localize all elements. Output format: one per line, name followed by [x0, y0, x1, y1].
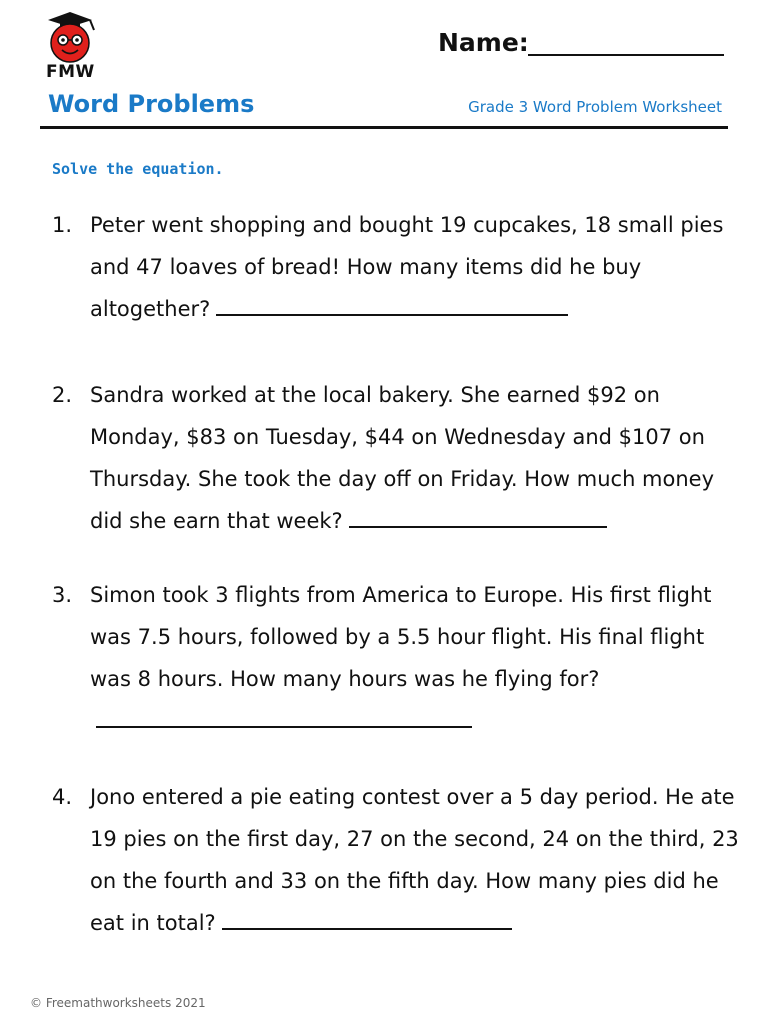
answer-line[interactable]: [96, 726, 472, 728]
problem-number: 4.: [52, 785, 73, 809]
copyright-footer: © Freemathworksheets 2021: [30, 996, 206, 1010]
name-field-line[interactable]: [528, 54, 724, 56]
instruction-text: Solve the equation.: [52, 160, 224, 178]
problem-text: Simon took 3 flights from America to Europe. His first flight was 7.5 hours, followed by a 5.5 hour flight. His final flight was 8 hours. How many hours was he flying for?: [90, 583, 712, 691]
answer-line[interactable]: [216, 314, 568, 316]
problem-3: [52, 574, 742, 742]
answer-line[interactable]: [349, 526, 607, 528]
problem-text: Peter went shopping and bought 19 cupcakes, 18 small pies and 47 loaves of bread! How many items did he buy altogether?: [90, 213, 724, 321]
name-label: Name:: [438, 28, 529, 57]
page-title: Word Problems: [48, 90, 255, 118]
apple-mascot-icon: [40, 10, 110, 66]
problem-text: Jono entered a pie eating contest over a 5 day period. He ate 19 pies on the first day, 27 on the second, 24 on the third, 23 on the fourth and 33 on the fifth day. How many pies did he eat in total?: [90, 785, 739, 935]
problem-number: 2.: [52, 383, 73, 407]
header-divider: [40, 126, 728, 129]
page-subtitle: Grade 3 Word Problem Worksheet: [468, 98, 722, 116]
problem-number: 3.: [52, 583, 73, 607]
fmw-logo: [40, 10, 110, 82]
problem-text: Sandra worked at the local bakery. She earned $92 on Monday, $83 on Tuesday, $44 on Wednesday and $107 on Thursday. She took the day off on Friday. How much money did she earn that week?: [90, 383, 715, 533]
problem-4: [52, 776, 742, 944]
answer-line[interactable]: [222, 928, 512, 930]
problem-number: 1.: [52, 213, 73, 237]
problem-1: [52, 204, 742, 330]
logo-text: FMW: [46, 62, 95, 82]
problem-2: [52, 374, 742, 542]
